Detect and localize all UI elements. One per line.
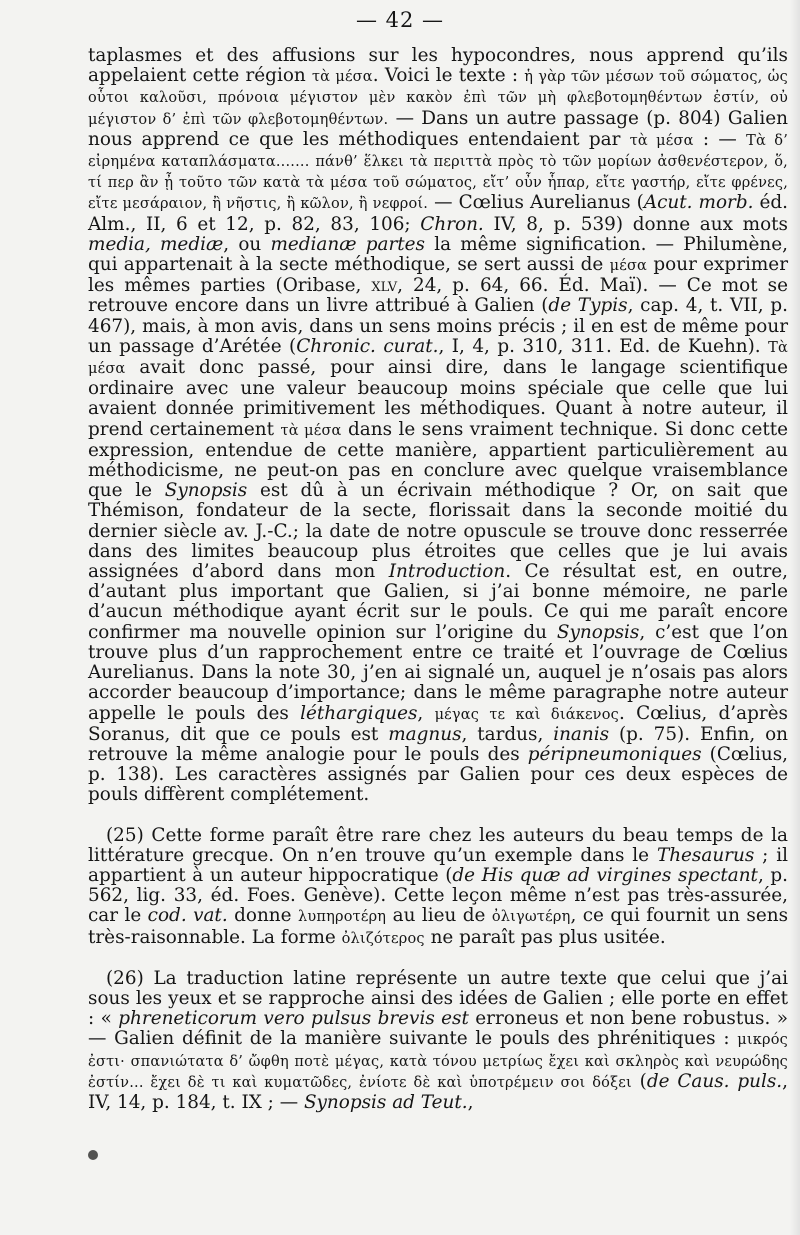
text-run: — Dans un autre passage (p. 804) Galien nous apprend ce que les méthodiques entendaient par	[88, 107, 788, 150]
text-run: au lieu de	[386, 905, 492, 927]
italic-run: de Caus. puls.	[646, 1070, 783, 1092]
text-run: (26) La traduction latine représente un autre texte que celui que j’ai sous les yeux et se rapproche ainsi des idées de Galien ; elle porte en effet : «	[88, 967, 788, 1030]
greek-run: ὀλιζότερος	[341, 930, 425, 947]
text-run: , I, 4, p. 310, 311. Ed. de Kuehn).	[438, 335, 769, 357]
italic-run: de His quæ ad virgines spectant	[452, 864, 758, 886]
text-run: IV, 8, p. 539) donne aux mots	[483, 213, 788, 235]
italic-run: péripneumoniques	[527, 743, 702, 765]
scan-edge	[790, 0, 800, 1235]
greek-run: Τὰ μέσα	[88, 339, 788, 378]
note-25	[88, 826, 788, 949]
text-run: , ce qui fournit un sens très-raisonnable. La forme	[88, 905, 789, 948]
text-run: . Ce résultat est, en outre, d’autant plus important que Galien, si j’ai bonne mémoire, ne parle d’aucun méthodique ayant écrit sur le pouls. Ce qui me paraît encore confirmer ma nouvelle opinion sur l’origine du	[88, 561, 789, 643]
italic-run: Chronic. curat.	[296, 335, 439, 357]
italic-run: media, mediæ	[88, 233, 224, 255]
greek-run: ὀλιγωτέρη	[491, 909, 571, 926]
italic-run: Thesaurus	[656, 844, 755, 866]
italic-run: phreneticorum vero pulsus brevis est	[118, 1008, 469, 1030]
note-26	[88, 969, 788, 1113]
italic-run: Introduction	[388, 561, 506, 583]
greek-run: μικρός ἐστι· σπανιώτατα δ’ ὤφθη ποτὲ μέγας, κατὰ τόνου μετρίως ἔχει καὶ σκληρὸς καὶ νευρώδης ἐστίν... ἔχει δὲ τι καὶ κυματῶδες, ἐνίοτε δὲ καὶ ὑποτρέμειν σοι δόξει	[88, 1032, 788, 1091]
italic-run: magnus	[388, 723, 462, 745]
greek-run: μέσα	[609, 258, 648, 275]
greek-run: τὰ μέσα	[311, 69, 373, 86]
text-run: (	[631, 1070, 647, 1092]
text-run: , ou	[223, 233, 271, 255]
text-run: donne	[227, 905, 298, 927]
text-run: (25) Cette forme paraît être rare chez les auteurs du beau temps de la littérature grecque. On n’en trouve qu’un exemple dans le	[88, 824, 788, 866]
text-run: (Cœlius, p. 138). Les caractères assignés par Galien pour ces deux espèces de pouls diffèrent complétement.	[88, 743, 789, 806]
text-run: , p. 562, lig. 33, éd. Foes. Genève). Cette leçon même n’est pas très-assurée, car le	[88, 864, 789, 927]
text-run: pour exprimer les mêmes parties (Oribase,	[88, 254, 788, 297]
text-run: ne paraît pas plus usitée.	[424, 926, 666, 948]
text-run: ,	[467, 1091, 474, 1113]
greek-run: Τὰ δ’ εἰρημένα καταπλάσματα....... πάνθ’ ἕλκει τὰ περιττὰ πρὸς τὸ τῶν μορίων ἀσθενέστερον, ὅ, τί περ ἂν ᾖ τοῦτο τῶν κατὰ τὰ μέσα τοῦ σώματος, εἴτ’ οὖν ἧπαρ, εἴτε γαστήρ, εἴτε φρένες, εἴτε μεσάραιον, ἢ νῆστις, ἢ κῶλον, ἢ νεφροί.	[88, 132, 788, 213]
text-run: , c’est que l’on trouve plus d’un rapprochement entre ce traité et l’ouvrage de Cœlius Aurelianus. Dans la note 30, j’en ai signalé un, auquel je n’osais pas alors accorder beaucoup d’importance; dans le même paragraphe notre auteur appelle le pouls des	[88, 621, 789, 724]
text-run: dans le sens vraiment technique. Si donc cette expression, entendue de cette manière, appartient particulièrement au méthodicisme, ne peut-on pas en conclure avec quelque vraisemblance que le	[88, 418, 788, 502]
italic-run: Chron.	[420, 213, 484, 235]
text-run: ,	[417, 702, 435, 724]
italic-run: de Typis	[548, 295, 628, 317]
text-run: , 24, p. 64, 66. Éd. Maï). — Ce mot se retrouve encore dans un livre attribué à Galien (	[88, 275, 788, 317]
text-run: taplasmes et des affusions sur les hypocondres, nous apprend qu’ils appelaient cette région	[88, 45, 788, 87]
greek-run: τὰ μέσα	[280, 422, 342, 439]
italic-run: cod. vat.	[147, 905, 228, 927]
greek-run: τὰ μέσα	[629, 132, 694, 149]
text-run: éd. Alm., II, 6 et 12, p. 82, 83, 106;	[88, 192, 788, 235]
greek-run: μέγας τε καὶ διάκενος	[434, 706, 619, 723]
text-run: , IV, 14, p. 184, t. IX ; —	[88, 1070, 788, 1113]
italic-run: Acut. morb.	[643, 192, 754, 214]
text-run: . Voici le texte :	[372, 65, 525, 87]
greek-run: ἡ γὰρ τῶν μέσων τοῦ σώματος, ὡς οὗτοι καλοῦσι, πρόνοια μέγιστον μὲν κακὸν ἐπὶ τῶν μὴ φλεβοτομηθέντων ἐστίν, οὐ μέγιστον δ’ ἐπὶ τῶν φλεβοτομηθέντων.	[88, 69, 788, 128]
text-run: erroneus et non bene robustus. » — Galien définit de la manière suivante le pouls des phrénitiques :	[88, 1008, 789, 1050]
text-run: , cap. 4, t. VII, p. 467), mais, à mon avis, dans un sens moins précis ; il en est de même pour un passage d’Arétée (	[88, 295, 789, 357]
italic-run: Synopsis	[556, 621, 640, 643]
smallcaps-run: xlv	[371, 275, 398, 297]
text-run: ; il appartient à un auteur hippocratique (	[88, 844, 788, 886]
text-block	[88, 46, 788, 1113]
text-run: (p. 75). Enfin, on retrouve la même analogie pour le pouls des	[88, 723, 788, 765]
text-run: la même signification. — Philumène, qui appartenait à la secte méthodique, se sert aussi de	[88, 233, 788, 276]
text-run: : —	[693, 128, 747, 150]
italic-run: Synopsis	[164, 480, 248, 502]
italic-run: inanis	[553, 723, 610, 745]
italic-run: Synopsis ad Teut.	[303, 1091, 468, 1113]
text-run: — Cœlius Aurelianus (	[428, 192, 644, 214]
italic-run: medianæ partes	[270, 233, 425, 255]
text-run: avait donc passé, pour ainsi dire, dans le langage scientifique ordinaire avec une valeur beaucoup moins spéciale que celle que lui avaient donnée primitivement les méthodiques. Quant à notre auteur, il prend certainement	[88, 357, 788, 440]
page-number: — 42 —	[355, 8, 445, 32]
text-run: est dû à un écrivain méthodique ? Or, on sait que Thémison, fondateur de la secte, florissait dans la seconde moitié du dernier siècle av. J.-C.; la date de notre opuscule se trouve donc resserrée dans des limites beaucoup plus étroites que celles que je lui avais assignées d’abord dans mon	[88, 480, 788, 583]
scan-speck	[88, 1150, 98, 1160]
paragraph-continuation	[88, 46, 788, 806]
greek-run: λυπηροτέρη	[297, 909, 387, 926]
text-run: , tardus,	[461, 723, 554, 745]
italic-run: léthargiques	[300, 702, 418, 724]
text-run: . Cœlius, d’après Soranus, dit que ce pouls est	[88, 702, 788, 745]
